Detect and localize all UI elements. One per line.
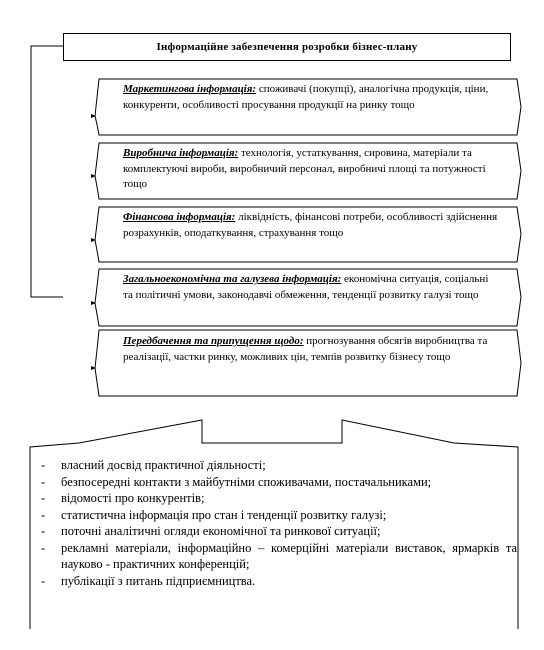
source-item <box>37 490 517 507</box>
source-text: поточні аналітичні огляди економічної та ринкової ситуації; <box>61 524 381 538</box>
list-dash: - <box>41 474 46 489</box>
source-text: безпосередні контакти з майбутніми споживачами, постачальниками; <box>61 474 432 489</box>
marketing-info-text: споживачі (покупці), аналогічна продукція, ціни, конкуренти, особливості просування продукції на ринку тощо <box>123 83 489 111</box>
economic-info-heading: Загальноекономічна та галузева інформація: <box>123 273 342 285</box>
source-text: публікації з питань підприємництва. <box>61 573 256 588</box>
marketing-info-heading: Маркетингова інформація: <box>123 83 257 95</box>
marketing-info-block <box>123 82 498 113</box>
source-text: власний досвід практичної діяльності; <box>61 458 266 472</box>
left-connector <box>31 46 63 297</box>
forecast-info-heading: Передбачення та припущення щодо: <box>123 335 304 347</box>
list-dash: - <box>41 573 46 588</box>
source-item <box>37 474 517 491</box>
list-dash: - <box>41 458 46 472</box>
source-item <box>37 540 517 573</box>
source-item <box>37 507 517 524</box>
list-dash: - <box>41 524 46 538</box>
source-text: рекламні матеріали, інформаційно – комерційні матеріали виставок, ярмарків та науково - практичних конференцій; <box>61 540 517 571</box>
source-item <box>37 523 517 540</box>
info-sources-list <box>37 457 517 589</box>
source-item <box>37 573 517 590</box>
source-item <box>37 457 517 474</box>
list-dash: - <box>41 507 46 522</box>
list-dash: - <box>41 540 46 555</box>
list-dash: - <box>41 491 46 505</box>
finance-info-heading: Фінансова інформація: <box>123 211 236 223</box>
production-info-text: технологія, устаткування, сировина, матеріали та комплектуючі вироби, виробничий персонал, виробничі площі та потужності тощо <box>123 147 486 190</box>
source-text: відомості про конкурентів; <box>61 491 205 505</box>
forecast-info-text: прогнозування обсягів виробництва та реалізації, частки ринку, можливих цін, темпів розвитку бізнесу тощо <box>123 335 488 363</box>
diagram-title: Інформаційне забезпечення розробки бізнес-плану <box>63 33 511 61</box>
economic-info-block <box>123 272 498 303</box>
economic-info-text: економічна ситуація, соціальні та політичні умови, законодавчі обмеження, тенденції розвитку галузі тощо <box>123 273 489 301</box>
finance-info-block <box>123 210 498 241</box>
source-text: статистична інформація про стан і тенденції розвитку галузі; <box>61 507 387 522</box>
finance-info-text: ліквідність, фінансові потреби, особливості здійснення розрахунків, оподаткування, страхування тощо <box>123 211 498 239</box>
production-info-heading: Виробнича інформація: <box>123 147 239 159</box>
forecast-info-block <box>123 334 498 365</box>
production-info-block <box>123 146 498 193</box>
